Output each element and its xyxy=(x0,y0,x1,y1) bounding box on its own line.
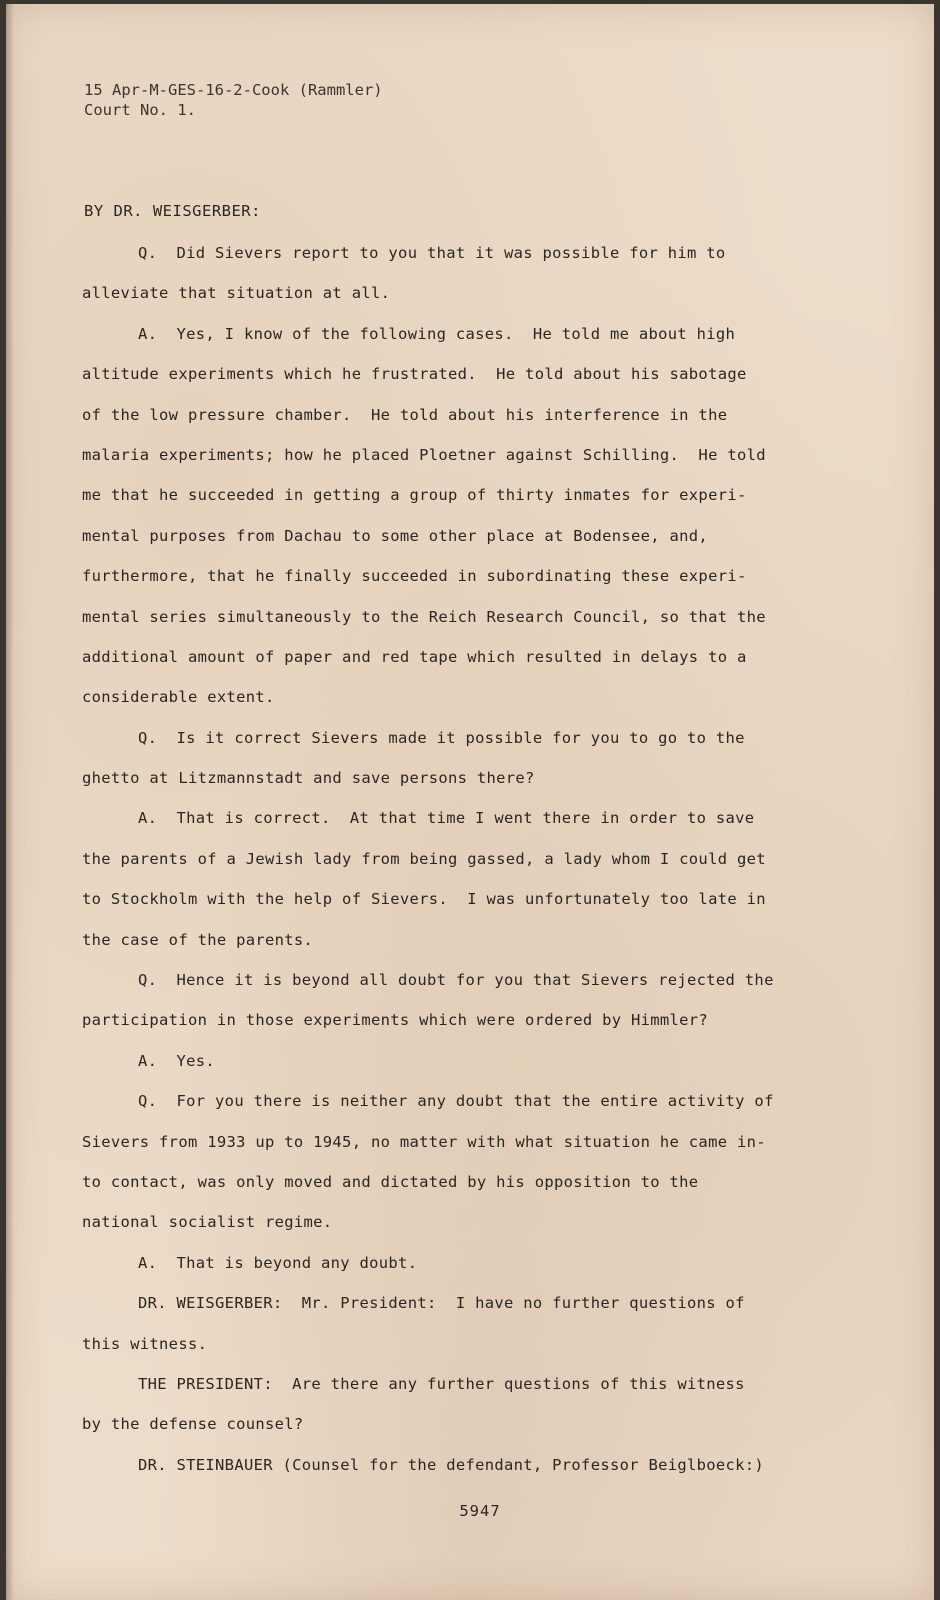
transcript-line: DR. WEISGERBER: Mr. President: I have no further questions of xyxy=(138,1294,745,1313)
transcript-line: the parents of a Jewish lady from being gassed, a lady whom I could get xyxy=(82,849,766,868)
page-number: 5947 xyxy=(459,1502,501,1520)
document-header xyxy=(84,80,383,120)
header-court: Court No. 1. xyxy=(84,101,196,119)
transcript-line: altitude experiments which he frustrated. He told about his sabotage xyxy=(82,365,747,384)
transcript-line: alleviate that situation at all. xyxy=(82,284,391,303)
transcript-line: Q. Is it correct Sievers made it possible for you to go to the xyxy=(138,728,745,747)
transcript-line: A. That is beyond any doubt. xyxy=(138,1253,418,1272)
examiner-heading: BY DR. WEISGERBER: xyxy=(84,202,261,220)
transcript-line: mental purposes from Dachau to some other place at Bodensee, and, xyxy=(82,526,709,545)
transcript-line: Q. Did Sievers report to you that it was possible for him to xyxy=(138,244,726,262)
transcript-line: to contact, was only moved and dictated by his opposition to the xyxy=(82,1172,699,1191)
transcript-line: mental series simultaneously to the Reich Research Council, so that the xyxy=(82,607,766,626)
page-edge-shadow xyxy=(6,4,14,1600)
transcript-line: DR. STEINBAUER (Counsel for the defendant, Professor Beiglboeck:) xyxy=(138,1455,765,1474)
transcript-line: Sievers from 1933 up to 1945, no matter with what situation he came in- xyxy=(82,1132,766,1151)
transcript-line: A. Yes, I know of the following cases. He told me about high xyxy=(138,324,736,343)
transcript-line: of the low pressure chamber. He told about his interference in the xyxy=(82,405,728,424)
transcript-line: malaria experiments; how he placed Ploetner against Schilling. He told xyxy=(82,445,766,464)
transcript-line: furthermore, that he finally succeeded in subordinating these experi- xyxy=(82,567,747,586)
transcript-line: THE PRESIDENT: Are there any further questions of this witness xyxy=(138,1374,745,1393)
document-page xyxy=(6,4,934,1600)
transcript-line: participation in those experiments which were ordered by Himmler? xyxy=(82,1011,709,1030)
transcript-body xyxy=(82,240,802,1492)
transcript-line: ghetto at Litzmannstadt and save persons there? xyxy=(82,769,535,788)
transcript-line: Q. For you there is neither any doubt that the entire activity of xyxy=(138,1092,774,1111)
transcript-line: Q. Hence it is beyond all doubt for you that Sievers rejected the xyxy=(138,971,774,990)
header-reference: 15 Apr-M-GES-16-2-Cook (Rammler) xyxy=(84,81,383,99)
transcript-line: by the defense counsel? xyxy=(82,1415,304,1434)
transcript-line: this witness. xyxy=(82,1334,208,1353)
transcript-line: A. That is correct. At that time I went there in order to save xyxy=(138,809,755,828)
transcript-line: national socialist regime. xyxy=(82,1213,333,1232)
transcript-line: the case of the parents. xyxy=(82,930,314,949)
transcript-line: A. Yes. xyxy=(138,1051,216,1070)
transcript-line: additional amount of paper and red tape which resulted in delays to a xyxy=(82,647,747,666)
transcript-line: to Stockholm with the help of Sievers. I was unfortunately too late in xyxy=(82,890,766,909)
transcript-line: considerable extent. xyxy=(82,688,275,707)
transcript-line: me that he succeeded in getting a group of thirty inmates for experi- xyxy=(82,486,747,505)
